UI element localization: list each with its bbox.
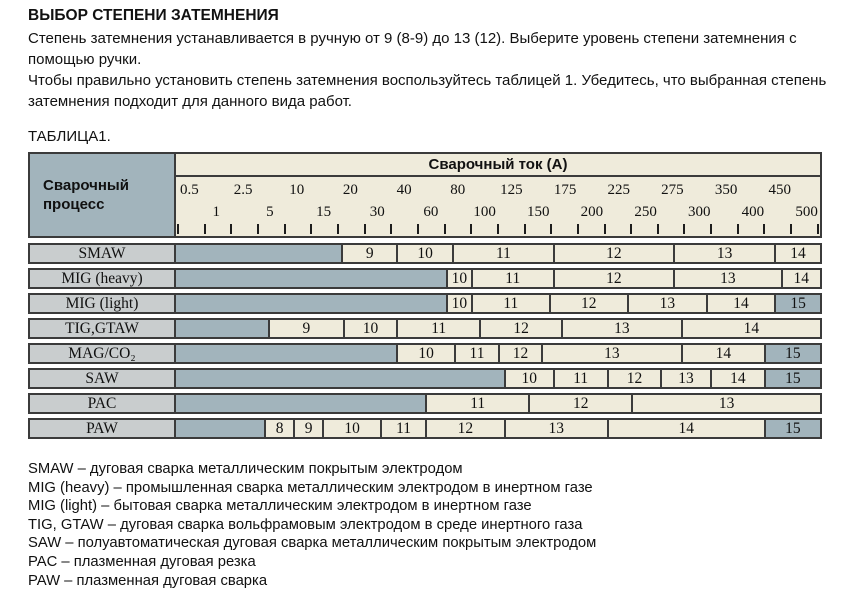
process-row xyxy=(28,318,822,339)
filled-range xyxy=(176,370,506,387)
shade-cell: 15 xyxy=(766,345,820,362)
scale-tick xyxy=(577,224,579,234)
scale-value-top: 80 xyxy=(450,182,466,199)
shade-cell: 14 xyxy=(683,345,766,362)
shade-bar xyxy=(176,295,820,312)
scale-tick xyxy=(817,224,819,234)
page-title: ВЫБОР СТЕПЕНИ ЗАТЕМНЕНИЯ xyxy=(28,7,279,24)
shade-cell: 12 xyxy=(555,245,675,262)
scale-value-top: 20 xyxy=(342,182,358,199)
scale-tick xyxy=(444,224,446,234)
scale-tick xyxy=(230,224,232,234)
scale-tick xyxy=(204,224,206,234)
scale-value-bottom: 150 xyxy=(526,203,550,220)
process-label: MIG (heavy) xyxy=(30,270,176,287)
process-row xyxy=(28,293,822,314)
shade-cell: 12 xyxy=(609,370,662,387)
shade-cell: 11 xyxy=(473,295,551,312)
scale-tick xyxy=(417,224,419,234)
shade-cell: 11 xyxy=(398,320,481,337)
scale-tick xyxy=(310,224,312,234)
current-scale-values xyxy=(176,177,820,223)
shade-cell: 14 xyxy=(609,420,766,437)
shade-cell: 13 xyxy=(662,370,712,387)
process-column-header: Сварочный процесс xyxy=(30,154,176,236)
scale-tick xyxy=(630,224,632,234)
process-row xyxy=(28,393,822,414)
process-label: MIG (light) xyxy=(30,295,176,312)
shade-cell: 11 xyxy=(454,245,554,262)
shade-cell: 12 xyxy=(481,320,563,337)
shade-cell: 15 xyxy=(766,370,820,387)
process-row xyxy=(28,343,822,364)
shade-cell: 15 xyxy=(766,420,820,437)
filled-range xyxy=(176,395,427,412)
scale-tick xyxy=(737,224,739,234)
shade-cell: 11 xyxy=(473,270,555,287)
legend-item: SMAW – дуговая сварка металлическим покрытым электродом xyxy=(28,461,463,477)
shade-cell: 14 xyxy=(708,295,776,312)
shade-cell: 11 xyxy=(427,395,530,412)
scale-value-bottom: 200 xyxy=(580,203,604,220)
scale-value-top: 450 xyxy=(768,182,791,199)
scale-tick xyxy=(497,224,499,234)
process-rows xyxy=(28,243,822,439)
filled-range xyxy=(176,245,343,262)
scale-tick xyxy=(657,224,659,234)
shade-cell: 10 xyxy=(448,270,473,287)
current-scale-ticks xyxy=(176,223,820,236)
scale-tick xyxy=(470,224,472,234)
scale-tick xyxy=(604,224,606,234)
filled-range xyxy=(176,295,448,312)
process-legend xyxy=(28,460,850,590)
scale-value-top: 2.5 xyxy=(233,182,253,199)
scale-tick xyxy=(284,224,286,234)
legend-item: PAW – плазменная дуговая сварка xyxy=(28,572,268,589)
scale-value-bottom: 300 xyxy=(687,203,711,220)
scale-tick xyxy=(763,224,765,234)
shade-cell: 10 xyxy=(324,420,382,437)
shade-cell: 10 xyxy=(506,370,555,387)
shade-cell: 12 xyxy=(500,345,543,362)
shade-cell: 13 xyxy=(675,270,783,287)
table-caption: ТАБЛИЦА1. xyxy=(28,128,111,145)
scale-tick xyxy=(790,224,792,234)
filled-range xyxy=(176,420,266,437)
process-row xyxy=(28,243,822,264)
shade-cell: 14 xyxy=(743,319,760,337)
current-axis-title: Сварочный ток (А) xyxy=(176,154,820,177)
scale-value-bottom: 250 xyxy=(634,203,657,220)
shade-cell: 10 xyxy=(448,295,473,312)
shade-bar xyxy=(176,395,820,412)
shade-bar xyxy=(176,270,820,287)
shade-cell: 13 xyxy=(543,345,683,362)
process-label: PAW xyxy=(30,420,176,437)
shade-selection-table xyxy=(28,152,822,439)
scale-value-bottom: 500 xyxy=(795,203,818,220)
scale-tick xyxy=(524,224,526,234)
shade-cell: 14 xyxy=(793,269,810,287)
scale-value-bottom: 100 xyxy=(473,203,496,220)
shade-bar xyxy=(176,370,820,387)
shade-cell: 13 xyxy=(506,420,609,437)
scale-value-top: 225 xyxy=(607,182,630,199)
shade-cell: 9 xyxy=(270,320,345,337)
legend-item: MIG (heavy) – промышленная сварка металлическим электродом в инертном газе xyxy=(28,479,593,496)
shade-cell: 15 xyxy=(776,295,820,312)
shade-cell: 13 xyxy=(563,320,683,337)
shade-cell: 12 xyxy=(427,420,506,437)
intro-paragraph-1: Степень затемнения устанавливается в ручную от 9 (8-9) до 13 (12). Выберите уровень степени затемнения с помощью ручки. xyxy=(28,30,797,68)
table-header xyxy=(28,152,822,238)
scale-tick xyxy=(550,224,552,234)
process-label: MAG/CO₂ xyxy=(30,345,176,362)
scale-tick xyxy=(257,224,259,234)
scale-value-bottom: 60 xyxy=(423,203,439,220)
shade-cell: 9 xyxy=(343,245,398,262)
shade-cell: 9 xyxy=(295,420,324,437)
scale-value-top: 40 xyxy=(396,182,412,199)
scale-value-bottom: 400 xyxy=(741,203,765,220)
shade-bar xyxy=(176,245,820,262)
shade-bar xyxy=(176,345,820,362)
scale-value-top: 350 xyxy=(714,182,738,199)
scale-tick xyxy=(337,224,339,234)
scale-value-top: 0.5 xyxy=(180,182,199,199)
shade-cell: 12 xyxy=(555,270,675,287)
shade-cell: 13 xyxy=(718,394,735,412)
process-label: SAW xyxy=(30,370,176,387)
filled-range xyxy=(176,345,398,362)
shade-cell: 12 xyxy=(530,395,633,412)
scale-value-top: 275 xyxy=(661,182,684,199)
scale-tick xyxy=(364,224,366,234)
process-label: SMAW xyxy=(30,245,176,262)
scale-tick xyxy=(683,224,685,234)
shade-cell: 11 xyxy=(555,370,609,387)
shade-bar xyxy=(176,320,820,337)
shade-cell: 11 xyxy=(382,420,427,437)
legend-item: SAW – полуавтоматическая дуговая сварка металлическим покрытым электродом xyxy=(28,535,597,552)
shade-cell: 13 xyxy=(629,295,708,312)
legend-item: PAC – плазменная дуговая резка xyxy=(28,553,256,570)
scale-value-top: 10 xyxy=(289,182,305,199)
filled-range xyxy=(176,320,270,337)
scale-value-top: 125 xyxy=(500,182,523,199)
shade-cell: 14 xyxy=(790,244,806,262)
shade-cell: 10 xyxy=(398,345,456,362)
scale-tick xyxy=(390,224,392,234)
scale-value-top: 175 xyxy=(553,182,577,199)
shade-bar xyxy=(176,420,820,437)
shade-cell: 12 xyxy=(551,295,629,312)
scale-value-bottom: 1 xyxy=(212,203,220,220)
legend-item: TIG, GTAW – дуговая сварка вольфрамовым электродом в среде инертного газа xyxy=(28,516,583,533)
intro-paragraph-2: Чтобы правильно установить степень затемнения воспользуйтесь таблицей 1. Убедитесь, что выбранная степень затемнения подходит для данного вида работ. xyxy=(28,72,827,110)
process-row xyxy=(28,368,822,389)
shade-cell: 11 xyxy=(456,345,500,362)
process-row xyxy=(28,268,822,289)
shade-cell: 10 xyxy=(398,245,454,262)
process-label: TIG,GTAW xyxy=(30,320,176,337)
filled-range xyxy=(176,270,448,287)
shade-cell: 13 xyxy=(675,245,776,262)
scale-value-bottom: 15 xyxy=(316,203,332,220)
shade-cell: 14 xyxy=(712,370,766,387)
legend-item: MIG (light) – бытовая сварка металлическим электродом в инертном газе xyxy=(28,498,532,515)
scale-tick xyxy=(710,224,712,234)
scale-value-bottom: 5 xyxy=(266,203,274,220)
process-row xyxy=(28,418,822,439)
scale-value-bottom: 30 xyxy=(369,203,385,220)
shade-cell: 10 xyxy=(345,320,398,337)
current-scale-header xyxy=(176,154,820,236)
scale-tick xyxy=(177,224,179,234)
process-label: PAC xyxy=(30,395,176,412)
shade-cell: 8 xyxy=(266,420,295,437)
